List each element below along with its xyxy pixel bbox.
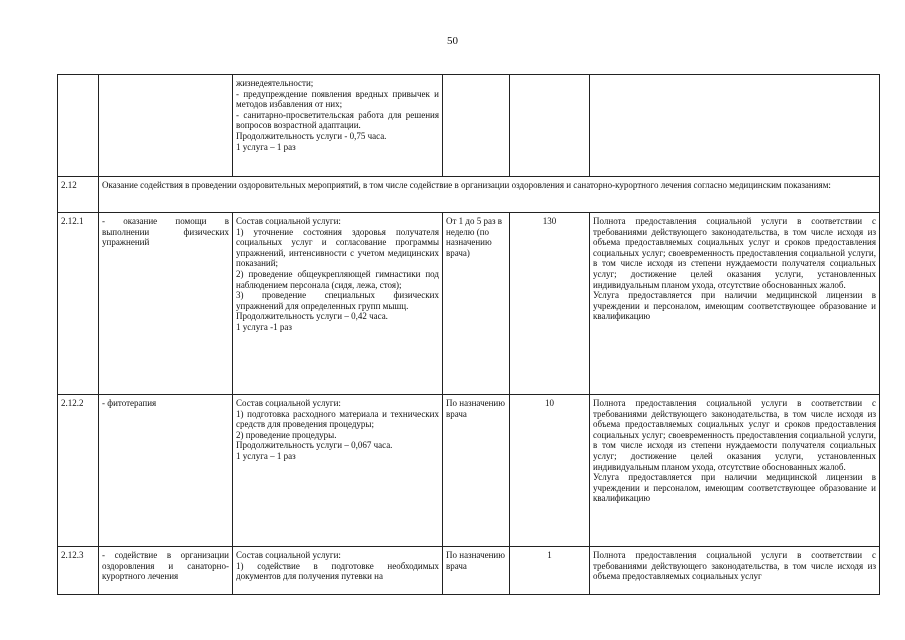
service-frequency: По назначению врача <box>443 547 510 595</box>
cell-quality <box>590 75 880 177</box>
service-volume: 1 <box>510 547 590 595</box>
service-composition <box>233 395 443 547</box>
section-title: Оказание содействия в проведении оздоровительных мероприятий, в том числе содействие в организации оздоровления и санаторно-курортного лечения согласно медицинским показаниям: <box>99 177 880 213</box>
section-number: 2.12 <box>58 177 99 213</box>
service-composition <box>233 213 443 395</box>
service-quality <box>590 213 880 395</box>
composition-line: 2) проведение общеукрепляющей гимнастики под наблюдением персонала (сидя, лежа, стоя); <box>236 268 439 290</box>
service-name: - содействие в организации оздоровления и санаторно-курортного лечения <box>99 547 233 595</box>
table-row <box>58 395 880 547</box>
quality-paragraph: Полнота предоставления социальной услуги в соответствии с требованиями действующего законодательства, в том числе исходя из объема предоставляемых социальных услуг и сроков предоставления социальных услуг; своевременность предоставления социальной услуги, в том числе исходя из степени нуждаемости получателя социальных услуг; достижение целей оказания услуги, установленных индивидуальным планом ухода, отсутствие обоснованных жалоб. <box>593 398 876 472</box>
quality-paragraph: Услуга предоставляется при наличии медицинской лицензии в учреждении и персоналом, имеющим соответствующее образование и квалификацию <box>593 472 876 504</box>
service-quality <box>590 547 880 595</box>
composition-line: - санитарно-просветительская работа для решения вопросов возрастной адаптации. <box>236 109 439 131</box>
quality-paragraph: Полнота предоставления социальной услуги в соответствии с требованиями действующего законодательства, в том числе исходя из объема предоставляемых социальных услуг и сроков предоставления социальных услуг; своевременность предоставления социальной услуги, в том числе исходя из степени нуждаемости получателя социальных услуг; достижение целей оказания услуги, установленных индивидуальным планом ухода, отсутствие обоснованных жалоб. <box>593 216 876 290</box>
service-quality <box>590 395 880 547</box>
table-row <box>58 547 880 595</box>
composition-line: - предупреждение появления вредных привычек и методов избавления от них; <box>236 88 439 110</box>
cell-number <box>58 75 99 177</box>
page-number: 50 <box>447 35 458 47</box>
quality-paragraph: Полнота предоставления социальной услуги в соответствии с требованиями действующего законодательства, в том числе исходя из объема предоставляемых социальных услуг <box>593 550 876 582</box>
table-row <box>58 213 880 395</box>
composition-line: 1) содействие в подготовке необходимых документов для получения путевки на <box>236 560 439 582</box>
composition-line: 3) проведение специальных физических упражнений для определенных групп мышц. <box>236 290 439 311</box>
cell-composition <box>233 75 443 177</box>
composition-line: 1 услуга – 1 раз <box>236 450 296 461</box>
composition-line: жизнедеятельности; <box>236 78 314 88</box>
service-volume: 10 <box>510 395 590 547</box>
composition-line: Продолжительность услуги – 0,067 часа. <box>236 440 393 451</box>
continuation-row <box>58 75 880 177</box>
service-name: - фитотерапия <box>99 395 233 547</box>
composition-line: Состав социальной услуги: <box>236 550 341 560</box>
quality-paragraph: Услуга предоставляется при наличии медицинской лицензии в учреждении и персоналом, имеющим соответствующее образование и квалификацию <box>593 290 876 322</box>
composition-line: 1) подготовка расходного материала и технических средств для проведения процедуры; <box>236 408 439 430</box>
composition-line: 1 услуга -1 раз <box>236 321 292 332</box>
services-table <box>57 74 880 595</box>
row-number: 2.12.3 <box>58 547 99 595</box>
cell-frequency <box>443 75 510 177</box>
composition-line: Продолжительность услуги - 0,75 часа. <box>236 130 387 141</box>
composition-line: 2) проведение процедуры. <box>236 429 337 440</box>
composition-line: Состав социальной услуги: <box>236 216 341 226</box>
service-composition <box>233 547 443 595</box>
composition-line: 1) уточнение состояния здоровья получателя социальных услуг и согласование программы упражнений, интенсивности с учетом медицинских показаний; <box>236 226 439 269</box>
cell-name <box>99 75 233 177</box>
section-row <box>58 177 880 213</box>
cell-volume <box>510 75 590 177</box>
composition-line: Состав социальной услуги: <box>236 398 341 408</box>
row-number: 2.12.2 <box>58 395 99 547</box>
service-frequency: По назначению врача <box>443 395 510 547</box>
composition-line: 1 услуга – 1 раз <box>236 141 296 152</box>
service-frequency: От 1 до 5 раз в неделю (по назначению врача) <box>443 213 510 395</box>
composition-line: Продолжительность услуги – 0,42 часа. <box>236 311 388 322</box>
row-number: 2.12.1 <box>58 213 99 395</box>
service-volume: 130 <box>510 213 590 395</box>
service-name: - оказание помощи в выполнении физических упражнений <box>99 213 233 395</box>
